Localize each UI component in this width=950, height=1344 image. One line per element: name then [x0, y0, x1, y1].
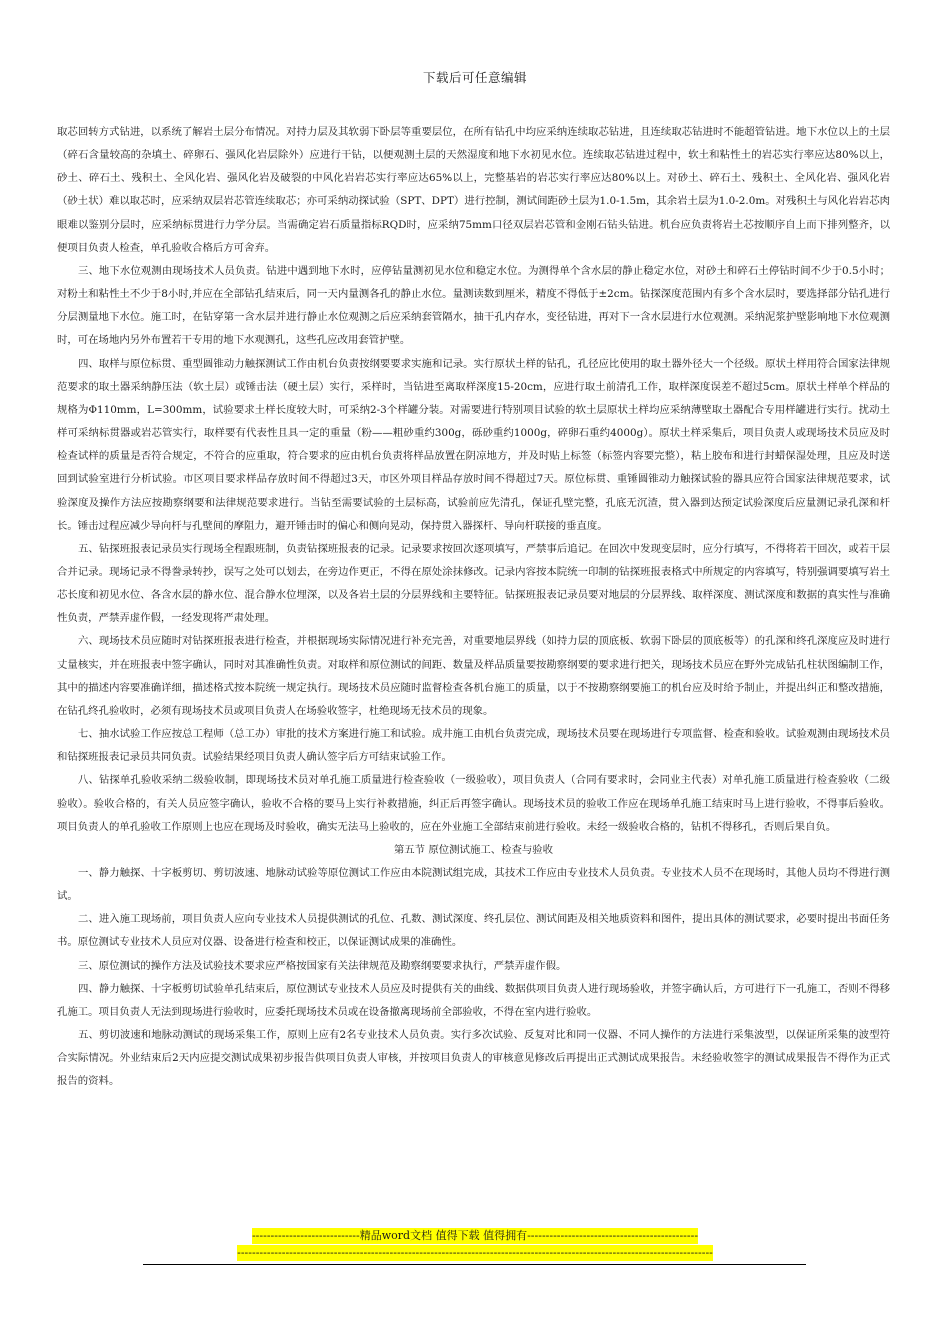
footer-banner: [0, 1228, 950, 1261]
paragraph-drilling-records: 五、钻探班报表记录员实行现场全程跟班制，负责钻探班报表的记录。记录要求按回次逐项填写，严禁事后追记。在回次中发现变层时，应分行填写，不得将若干回次，或若干层合并记录。现场记录不得誊录转抄，误写之处可以划去，在旁边作更正，不得在原处涂抹修改。记录内容按本院统一印制的钻探班报表格式中所规定的内容填写，特别强调要填写岩土芯长度和初见水位、各含水层的静水位、混合静水位埋深，以及各岩土层的分层界线和主要特征。钻探班报表记录员要对地层的分层界线、取样深度、测试深度和数据的真实性与准确性负责，严禁弄虚作假，一经发现将严肃处理。: [57, 542, 890, 625]
section-paragraph-3: 三、原位测试的操作方法及试验技术要求应严格按国家有关法律规范及勘察纲要要求执行，严禁弄虚作假。: [78, 959, 567, 972]
section-paragraph-5: 五、剪切波速和地脉动测试的现场采集工作，原则上应有2名专业技术人员负责。实行多次试验、反复对比和同一仪器、不同人操作的方法进行采集波型，以保证所采集的波型符合实际情况。外业结束后2天内应提交测试成果初步报告供项目负责人审核，并按项目负责人的审核意见修改后再提出正式测试成果报告。未经验收签字的测试成果报告不得作为正式报告的资料。: [57, 1029, 890, 1088]
page-header: 下载后可任意编辑: [422, 70, 527, 85]
paragraph-pumping-test: 七、抽水试验工作应按总工程师（总工办）审批的技术方案进行施工和试验。成井施工由机台负责完成，现场技术员要在现场进行专项监督、检查和验收。试验观测由现场技术员和钻探班报表记录员共同负责。试验结果经项目负责人确认签字后方可结束试验工作。: [57, 728, 890, 764]
section-paragraph-2: 二、进入施工现场前，项目负责人应向专业技术人员提供测试的孔位、孔数、测试深度、终孔层位、测试间距及相关地质资料和图件，提出具体的测试要求，必要时提出书面任务书。原位测试专业技术人员应对仪器、设备进行检查和校正，以保证测试成果的准确性。: [57, 913, 890, 949]
footer-banner-line-1: -----------------------------精品word文档 值得下载 值得拥有----------------------------------------------: [251, 1229, 699, 1242]
paragraph-sampling: 四、取样与原位标贯、重型圆锥动力触探测试工作由机台负责按纲要要求实施和记录。实行原状土样的钻孔，孔径应比使用的取土器外径大一个径级。原状土样用符合国家法律规范要求的取土器采纳静压法（软土层）或锤击法（硬土层）实行，采样时，当钻进至离取样深度15-20cm，应进行取土前清孔工作，取样深度误差不超过5cm。原状土样单个样品的规格为Φ110mm，L=300mm，试验要求土样长度较大时，可采纳2-3个样罐分装。对需要进行特别项目试验的软土层原状土样均应采纳薄壁取土器配合专用样罐进行实行。扰动土样可采纳标贯器或岩芯管实行，取样要有代表性且具一定的重量（粉——粗砂重约300g，砾砂重约1000g，碎卵石重约4000g）。原状土样采集后，项目负责人或现场技术员应及时检查试样的质量是否符合规定，不符合的应重取，符合要求的应由机台负责将样品放置在阴凉地方，并及时贴上标签（标签内容要完整），粘上胶布和进行封蜡保湿处理，且应及时送回到试验室进行分析试验。市区项目要求样品存放时间不得超过3天，市区外项目样品存放时间不得超过7天。原位标贯、重锤圆锥动力触探试验的器具应符合国家法律规范要求，试验深度及操作方法应按勘察纲要和法律规范要求进行。当钻至需要试验的土层标高，试验前应先清孔，保证孔壁完整，孔底无沉渣，贯入器到达预定试验深度后应量测记录孔深和杆长。锤击过程应减少导向杆与孔壁间的摩阻力，避开锤击时的偏心和侧向晃动，保持贯入器探杆、导向杆联接的垂直度。: [57, 357, 890, 532]
document-body: [57, 121, 890, 1094]
paragraph-acceptance: 八、钻探单孔验收采纳二级验收制，即现场技术员对单孔施工质量进行检查验收（一级验收），项目负责人（合同有要求时，会同业主代表）对单孔施工质量进行检查验收（二级验收）。验收合格的，有关人员应签字确认，验收不合格的要马上实行补救措施，纠正后再签字确认。现场技术员的验收工作应在现场单孔施工结束时马上进行验收，不得事后验收。项目负责人的单孔验收工作原则上也应在现场及时验收，确实无法马上验收的，应在外业施工全部结束前进行验收。未经一级验收合格的，钻机不得移孔，否则后果自负。: [57, 774, 890, 833]
paragraph-field-technician: 六、现场技术员应随时对钻探班报表进行检查，并根据现场实际情况进行补充完善，对重要地层界线（如持力层的顶底板、软弱下卧层的顶底板等）的孔深和终孔深度应及时进行丈量核实，并在班报表中签字确认，同时对其准确性负责。对取样和原位测试的间距、数量及样品质量要按勘察纲要的要求进行把关，现场技术员应在野外完成钻孔柱状图编制工作，其中的描述内容要准确详细，描述格式按本院统一规定执行。现场技术员应随时监督检查各机台施工的质量，以于不按勘察纲要施工的机台应及时给予制止，并提出纠正和整改措施，在钻孔终孔验收时，必须有现场技术员或项目负责人在场验收签字，杜绝现场无技术员的现象。: [57, 635, 890, 717]
section-paragraph-1: 一、静力触探、十字板剪切、剪切波速、地脉动试验等原位测试工作应由本院测试组完成，其技术工作应由专业技术人员负责。专业技术人员不在现场时，其他人员均不得进行测试。: [57, 867, 890, 903]
paragraph-core-drilling: 取芯回转方式钻进，以系统了解岩土层分布情况。对持力层及其软弱下卧层等重要层位，在所有钻孔中均应采纳连续取芯钻进，且连续取芯钻进时不能超管钻进。地下水位以上的土层（碎石含量较高的杂填土、碎卵石、强风化岩层除外）应进行干钻，以便观测土层的天然湿度和地下水初见水位。连续取芯钻进过程中，软土和粘性土的岩芯实行率应达80%以上，砂土、碎石土、残积土、全风化岩、强风化岩及破裂的中风化岩岩芯实行率应达65%以上，完整基岩的岩芯实行率应达80%以上。对砂土、碎石土、残积土、全风化岩、强风化岩（砂土状）难以取芯时，应采纳双层岩芯管连续取芯；亦可采纳动探试验（SPT、DPT）进行控制，测试间距砂土层为1.0-1.5m，其余岩土层为1.0-2.0m。对残积土与风化岩岩芯肉眼难以鉴别分层时，应采纳标贯进行力学分层。当需确定岩石质量指标RQD时，应采纳75mm口径双层岩芯管和金刚石钻头钻进。机台应负责将岩土芯按顺序自上而下排列整齐，以便项目负责人检查，单孔验收合格后方可舍弃。: [57, 126, 890, 254]
section-paragraph-4: 四、静力触探、十字板剪切试验单孔结束后，原位测试专业技术人员应及时提供有关的曲线、数据供项目负责人进行现场验收，并签字确认后，方可进行下一孔施工，否则不得移孔施工。项目负责人无法到现场进行验收时，应委托现场技术员或在设备撤离现场前全部验收，不得在室内进行验收。: [57, 982, 890, 1018]
section-title: 第五节 原位测试施工、检查与验收: [393, 843, 554, 856]
footer-rule: [143, 1264, 806, 1265]
footer-banner-line-2: --------------------------------------------------------------------------------------------------------------------------------: [237, 1246, 713, 1259]
paragraph-groundwater: 三、地下水位观测由现场技术人员负责。钻进中遇到地下水时，应停钻量测初见水位和稳定水位。为测得单个含水层的静止稳定水位，对砂土和碎石土停钻时间不少于0.5小时；对粉土和粘性土不少于8小时,并应在全部钻孔结束后，同一天内量测各孔的静止水位。量测读数到厘米，精度不得低于±2cm。钻探深度范围内有多个含水层时，要选择部分钻孔进行分层测量地下水位。施工时，在钻穿第一含水层并进行静止水位观测之后应采纳套管隔水，抽干孔内存水，变径钻进，再对下一含水层进行水位观测。采纳泥浆护壁影响地下水位观测时，可在场地内另外布置若干专用的地下水观测孔，这些孔应改用套管护壁。: [57, 264, 890, 347]
